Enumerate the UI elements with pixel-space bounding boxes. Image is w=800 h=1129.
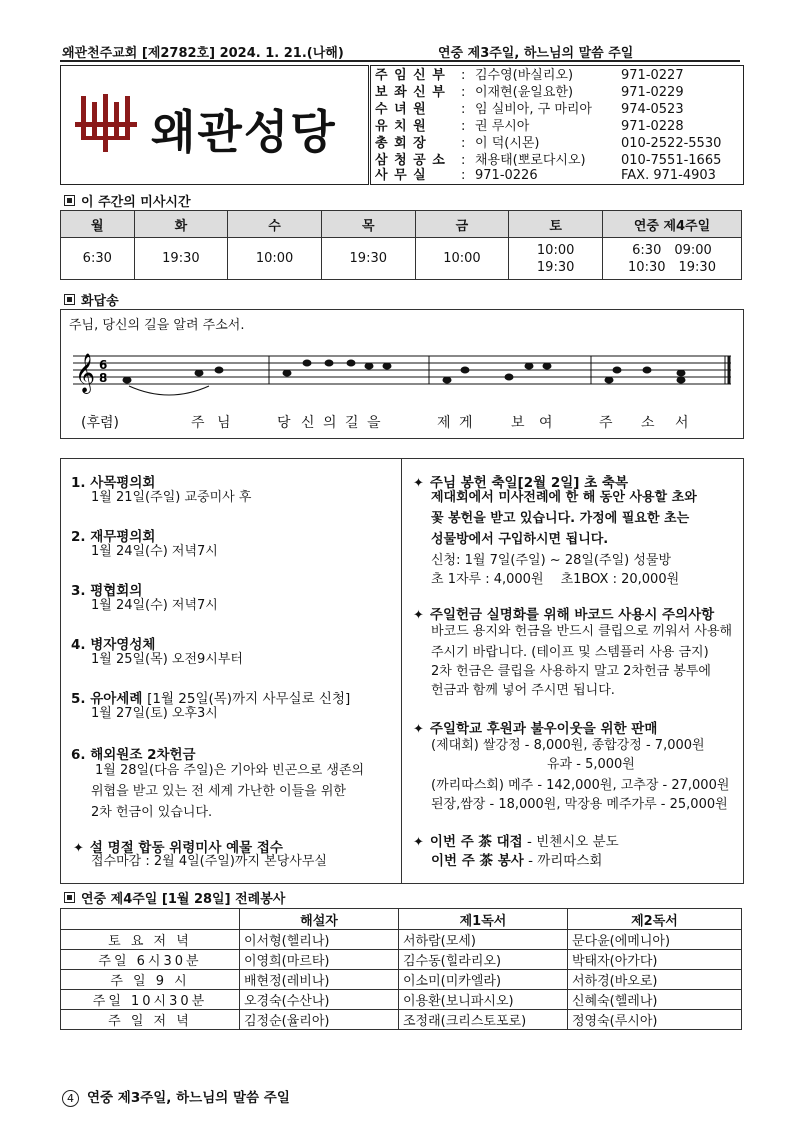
- music-staff-icon: [69, 346, 735, 406]
- notices-box: 1. 사목평의회 1월 21일(주일) 교중미사 후 2. 재무평의회 1월 24일(수) 저녁7시 3. 평협회의 1월 24일(수) 저녁7시 4. 병자영성체 1월 25일(목) 오전9시부터 5. 유아세례 [1월 25일(목)까지 사무실로 신청] 1월 27일(토) 오후3시 6. 해외원조 2차헌금 1월 28일(다음 주일)은 기아와 빈곤으로 생존의 위협을 받고 있는 전 세계 가난한 이들을 위한 2차 헌금이 있습니다. ✦ 설 명절 합동 위령미사 예물 접수 접수마감 : 2월 4일(주일)까지 본당사무실 ✦ 주님 봉헌 축일[2월 2일] 초 축복 제대회에서 미사전례에 한 해 동안 사용할 초와 꽃 봉헌을 받고 있습니다. 가정에 필요한 초는 성물방에서 구입하시면 됩니다. 신청: 1월 7일(주일) ~ 28일(주일) 성물방 초 1자루 : 4,000원 초1BOX : 20,000원 ✦ 주일헌금 실명화를 위해 바코드 사용시 주의사항 바코드 용지와 헌금을 반드시 클립으로 끼워서 사용해 주시기 바랍니다. (테이프 및 스템플러 사용 금지) 2차 헌금은 클립을 사용하지 말고 2차헌금 봉투에 헌금과 함께 넣어 주시면 됩니다. ✦ 주일학교 후원과 불우이웃을 위한 판매 (제대회) 쌀강정 - 8,000원, 종합강정 - 7,000원 유과 - 5,000원 (까리따스회) 메주 - 142,000원, 고추장 - 27,000원 된장,쌈장 - 18,000원, 막장용 메주가루 - 25,000원 ✦ 이번 주 茶 대접 - 빈첸시오 분도 이번 주 茶 봉사 - 까리따스회: [60, 458, 744, 884]
- parish-name: 왜관성당: [151, 105, 337, 159]
- notice-title: 4. 병자영성체: [71, 637, 156, 653]
- diamond-bullet-icon: ✦: [413, 476, 424, 491]
- liturgy-service-title: 연중 제4주일 [1월 28일] 전례봉사: [64, 888, 285, 907]
- psalm-box: [60, 309, 744, 439]
- notice-body: 위협을 받고 있는 전 세계 가난한 이들을 위한: [91, 784, 346, 799]
- psalm-refrain-text: 주님, 당신의 길을 알려 주소서.: [69, 318, 245, 333]
- diamond-bullet-icon: ✦: [73, 841, 84, 856]
- notice-title: ✦ 주일학교 후원과 불우이웃을 위한 판매: [413, 721, 658, 737]
- bulletin-header: [60, 42, 740, 62]
- column-divider: [401, 459, 402, 883]
- table-row: 토 요 저 녁 이서형(헬리나) 서하람(모세) 문다윤(에메니아): [61, 930, 742, 950]
- staff-contacts: 주 임 신 부 : 김수영(바실리오) 971-0227 보 좌 신 부 : 이재현(윤일요한) 971-0229 수 녀 원 : 임 실비아, 구 마리아 974-0523 유 치 원 : 권 루시아 971-0228 총 회 장 : 이 덕(시몬) 010-2522-5530 삼 청 공 소 : 채용태(뽀로다시오) 010-7551-1665 사 무 실 : 971-0226 FAX. 971-4903: [370, 65, 744, 185]
- notice-title: 5. 유아세례 [1월 25일(목)까지 사무실로 신청]: [71, 691, 351, 707]
- psalm-title: 화답송: [64, 290, 119, 309]
- notice-title: ✦ 설 명절 합동 위령미사 예물 접수: [73, 840, 283, 856]
- table-row: 주일 10시30분 오경숙(수산나) 이용환(보니파시오) 신혜숙(헬레나): [61, 990, 742, 1010]
- notice-body: 1월 21일(주일) 교중미사 후: [91, 490, 252, 505]
- page-number: 4: [62, 1090, 79, 1107]
- notice-body: 1월 27일(토) 오후3시: [91, 706, 218, 721]
- church-logo-icon: [75, 92, 141, 154]
- tea-service: 이번 주 茶 봉사 - 까리따스회: [431, 853, 603, 869]
- table-row: 주일 6시30분 이영희(마르타) 김수동(힐라리오) 박태자(아가다): [61, 950, 742, 970]
- notice-body: 1월 25일(목) 오전9시부터: [91, 652, 243, 667]
- parish-logo-box: [60, 65, 369, 185]
- mass-times-table: 월 화 수 목 금 토 연중 제4주일 6:30 19:30 10:00 19:30 10:00 10:00 19:30 6:30 09:00 10:30 19:30: [60, 210, 742, 280]
- page-footer: 4 연중 제3주일, 하느님의 말씀 주일: [62, 1086, 290, 1107]
- bullet-square-icon: [64, 294, 75, 305]
- bullet-square-icon: [64, 892, 75, 903]
- sunday-title: 연중 제3주일, 하느님의 말씀 주일: [438, 46, 634, 61]
- psalm-lyrics: (후렴) 주 님 당 신 의 길 을 제 게 보 여 주 소 서: [81, 415, 689, 431]
- notice-title: 2. 재무평의회: [71, 529, 156, 545]
- tea-serving: ✦ 이번 주 茶 대접 - 빈첸시오 분도: [413, 834, 619, 850]
- notice-body: 1월 28일(다음 주일)은 기아와 빈곤으로 생존의: [95, 763, 365, 778]
- svg-text:𝄞: 𝄞: [75, 353, 96, 393]
- notice-title: 6. 해외원조 2차헌금: [71, 747, 196, 763]
- diamond-bullet-icon: ✦: [413, 722, 424, 737]
- table-row: 주 일 9 시 배현정(레비나) 이소미(미카엘라) 서하경(바오로): [61, 970, 742, 990]
- svg-text:6: 6: [99, 358, 108, 372]
- diamond-bullet-icon: ✦: [413, 835, 424, 850]
- notice-title: ✦ 주님 봉헌 축일[2월 2일] 초 축복: [413, 475, 628, 491]
- notice-title: ✦ 주일헌금 실명화를 위해 바코드 사용시 주의사항: [413, 607, 715, 623]
- table-row: 주 일 저 녁 김정순(율리아) 조정래(크리스토포로) 정영숙(루시아): [61, 1010, 742, 1030]
- notice-body: 2차 헌금이 있습니다.: [91, 805, 213, 820]
- diamond-bullet-icon: ✦: [413, 608, 424, 623]
- notice-body: 1월 24일(수) 저녁7시: [91, 544, 218, 559]
- issue-info: 왜관천주교회 [제2782호] 2024. 1. 21.(나해): [62, 46, 344, 61]
- notice-title: 3. 평협회의: [71, 583, 143, 599]
- bullet-square-icon: [64, 195, 75, 206]
- mass-times-title: 이 주간의 미사시간: [64, 191, 191, 210]
- notice-body: 접수마감 : 2월 4일(주일)까지 본당사무실: [91, 854, 327, 869]
- liturgy-service-table: 해설자 제1독서 제2독서 토 요 저 녁 이서형(헬리나) 서하람(모세) 문다윤(에메니아) 주일 6시30분 이영희(마르타) 김수동(힐라리오) 박태자(아가다) 주 일 9 시 배현정(레비나) 이소미(미카엘라) 서하경(바오로) 주일 10시30분 오경숙(수산나) 이용환(보니파시오) 신혜숙(헬레나) 주 일 저 녁 김정순(율리아) 조정래(크리스토포로) 정영숙(루시아): [60, 908, 742, 1030]
- svg-text:8: 8: [99, 371, 108, 385]
- notice-body: 1월 24일(수) 저녁7시: [91, 598, 218, 613]
- notice-title: 1. 사목평의회: [71, 475, 156, 491]
